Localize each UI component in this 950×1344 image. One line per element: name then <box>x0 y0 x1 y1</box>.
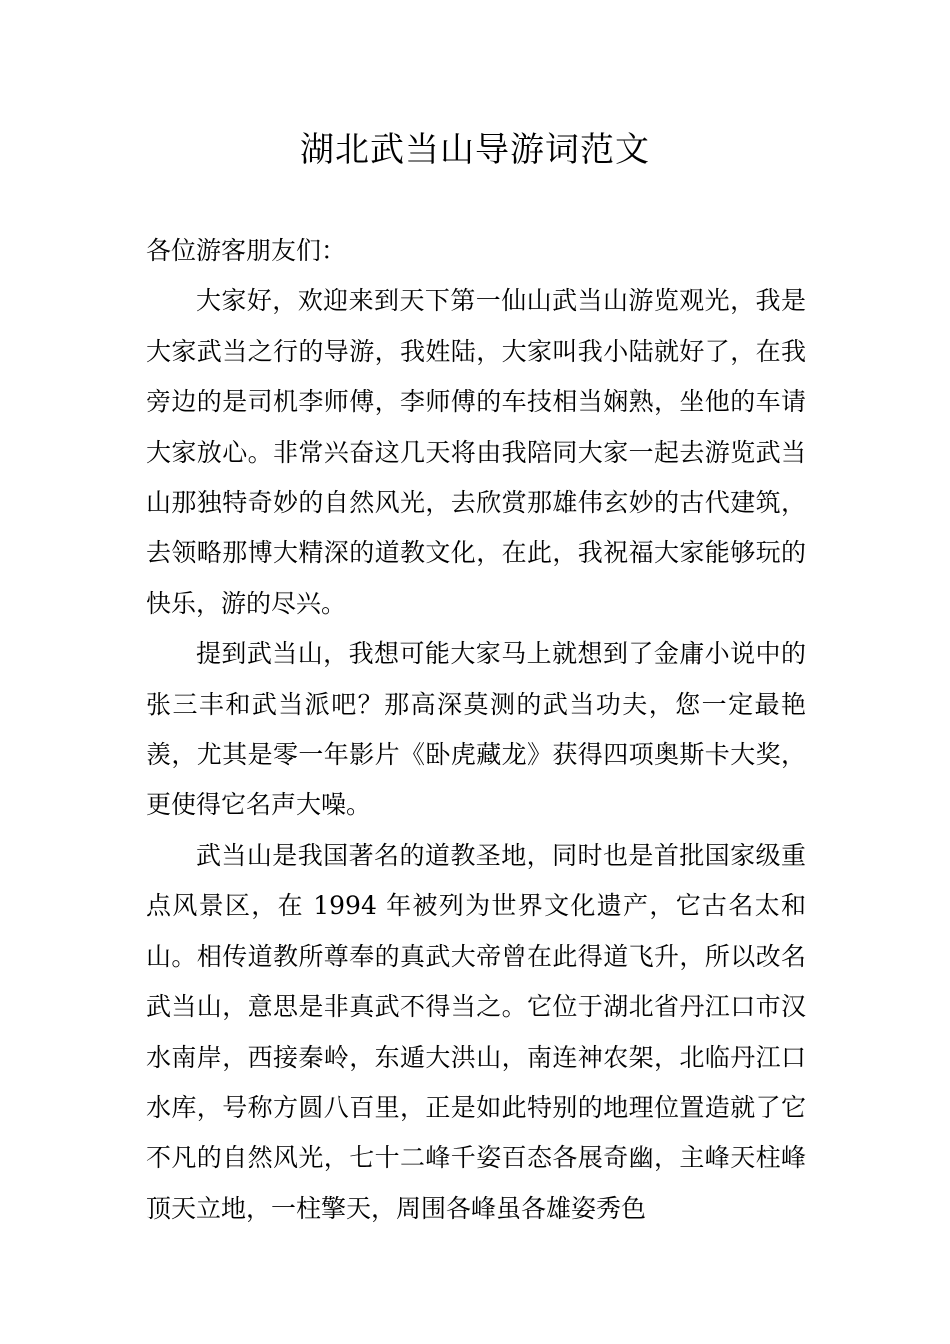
paragraph-fame: 提到武当山，我想可能大家马上就想到了金庸小说中的张三丰和武当派吧？那高深莫测的武当功夫，您一定最艳羡，尤其是零一年影片《卧虎藏龙》获得四项奥斯卡大奖，更使得它名声大噪。 <box>146 639 806 820</box>
salutation: 各位游客朋友们： <box>146 236 347 265</box>
document-body <box>146 226 806 1234</box>
document-title: 湖北武当山导游词范文 <box>300 130 650 170</box>
paragraph-welcome: 大家好，欢迎来到天下第一仙山武当山游览观光，我是大家武当之行的导游，我姓陆，大家叫我小陆就好了，在我旁边的是司机李师傅，李师傅的车技相当娴熟，坐他的车请大家放心。非常兴奋这几天将由我陪同大家一起去游览武当山那独特奇妙的自然风光，去欣赏那雄伟玄妙的古代建筑，去领略那博大精深的道教文化，在此，我祝福大家能够玩的快乐，游的尽兴。 <box>146 286 806 618</box>
paragraph-geography: 武当山是我国著名的道教圣地，同时也是首批国家级重点风景区，在 1994 年被列为世界文化遗产，它古名太和山。相传道教所尊奉的真武大帝曾在此得道飞升，所以改名武当山，意思是非真武不得当之。它位于湖北省丹江口市汉水南岸，西接秦岭，东遁大洪山，南连神农架，北临丹江口水库，号称方圆八百里，正是如此特别的地理位置造就了它不凡的自然风光，七十二峰千姿百态各展奇幽，主峰天柱峰顶天立地，一柱擎天，周围各峰虽各雄姿秀色 <box>146 840 806 1223</box>
